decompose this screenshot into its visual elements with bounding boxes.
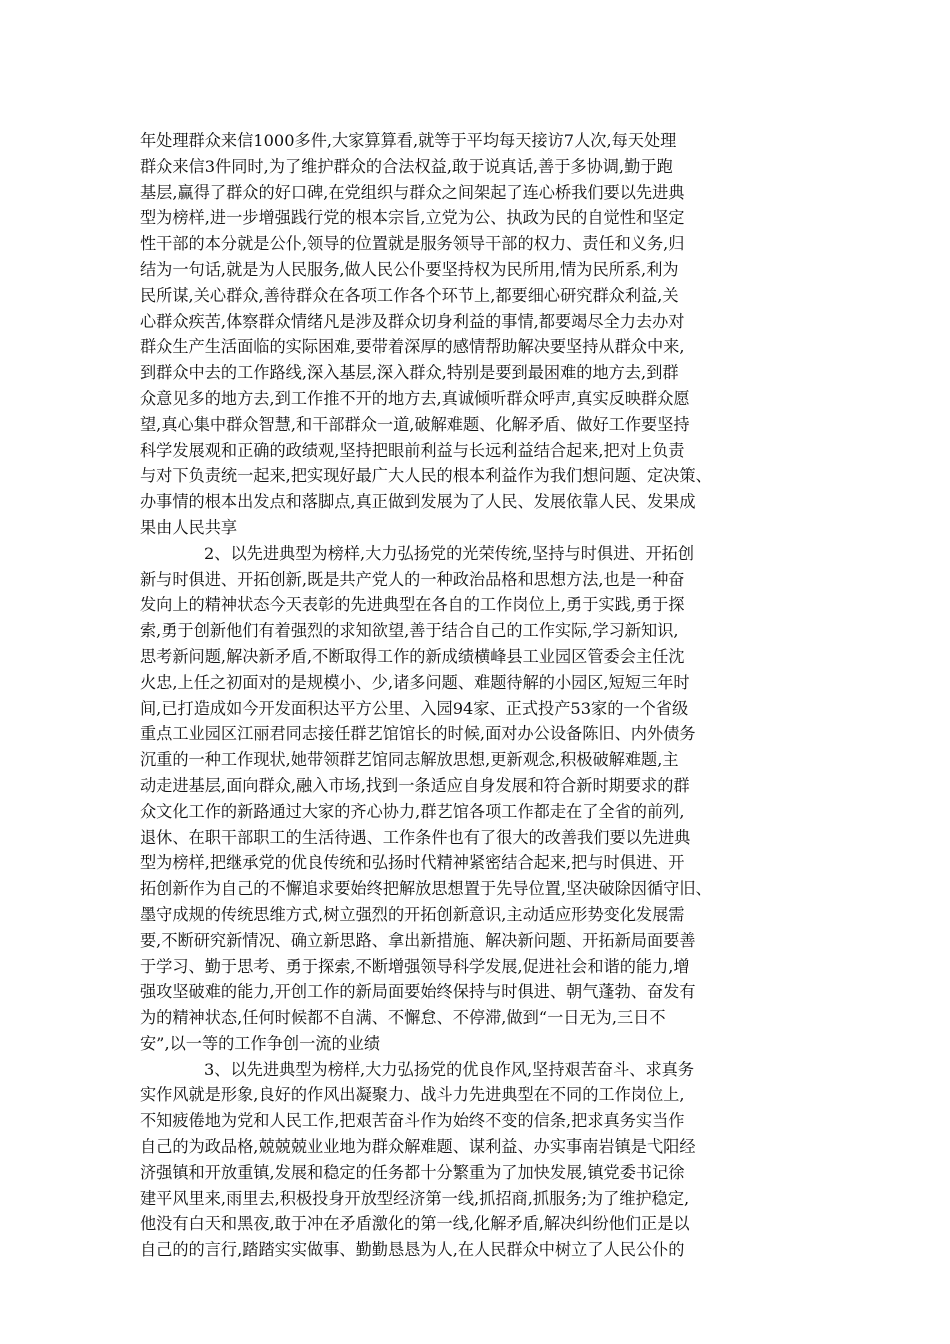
text-line: 果由人民共享 xyxy=(140,517,238,537)
text-line: 实作风就是形象,良好的作风出凝聚力、战斗力先进典型在不同的工作岗位上, xyxy=(140,1085,685,1105)
text-line: 结为一句话,就是为人民服务,做人民公仆要坚持权为民所用,情为民所系,利为 xyxy=(140,259,679,279)
text-line: 为的精神状态,任何时候都不自满、不懈怠、不停滞,做到“一日无为,三日不 xyxy=(140,1008,666,1028)
text-line: 沉重的一种工作现状,她带领群艺馆同志解放思想,更新观念,积极破解难题,主 xyxy=(140,750,679,770)
text-line: 自己的为政品格,兢兢兢业业地为群众解难题、谋利益、办实事南岩镇是弋阳经 xyxy=(140,1137,696,1157)
text-line: 不知疲倦地为党和人民工作,把艰苦奋斗作为始终不变的信条,把求真务实当作 xyxy=(140,1111,685,1131)
text-line: 众文化工作的新路通过大家的齐心协力,群艺馆各项工作都走在了全省的前列, xyxy=(140,801,685,821)
text-line: 发向上的精神状态今天表彰的先进典型在各自的工作岗位上,勇于实践,勇于探 xyxy=(140,595,685,615)
text-line: 群众生产生活面临的实际困难,要带着深厚的感情帮助解决要坚持从群众中来, xyxy=(140,337,685,357)
text-line: 重点工业园区江丽君同志接任群艺馆馆长的时候,面对办公设备陈旧、内外债务 xyxy=(140,724,696,744)
text-line: 强攻坚破难的能力,开创工作的新局面要始终保持与时俱进、朝气蓬勃、奋发有 xyxy=(140,982,696,1002)
document-body xyxy=(140,128,830,1263)
text-line: 间,已打造成如今开发面积达平方公里、入园94家、正式投产53家的一个省级 xyxy=(140,698,689,718)
text-line: 科学发展观和正确的政绩观,坚持把眼前利益与长远利益结合起来,把对上负责 xyxy=(140,440,685,460)
text-line: 自己的的言行,踏踏实实做事、勤勤恳恳为人,在人民群众中树立了人民公仆的 xyxy=(140,1240,685,1260)
text-line: 型为榜样,把继承党的优良传统和弘扬时代精神紧密结合起来,把与时俱进、开 xyxy=(140,853,685,873)
text-line: 于学习、勤于思考、勇于探索,不断增强领导科学发展,促进社会和谐的能力,增 xyxy=(140,956,690,976)
text-line: 安”,以一等的工作争创一流的业绩 xyxy=(140,1033,381,1053)
text-line: 群众来信3件同时,为了维护群众的合法权益,敢于说真话,善于多协调,勤于跑 xyxy=(140,156,673,176)
paragraph-start-line: 3、以先进典型为榜样,大力弘扬党的优良作风,坚持艰苦奋斗、求真务 xyxy=(204,1059,695,1079)
text-line: 要,不断研究新情况、确立新思路、拿出新措施、解决新问题、开拓新局面要善 xyxy=(140,930,696,950)
text-line: 基层,赢得了群众的好口碑,在党组织与群众之间架起了连心桥我们要以先进典 xyxy=(140,182,685,202)
text-line: 思考新问题,解决新矛盾,不断取得工作的新成绩横峰县工业园区管委会主任沈 xyxy=(140,646,685,666)
text-line: 拓创新作为自己的不懈追求要始终把解放思想置于先导位置,坚决破除因循守旧、 xyxy=(140,879,712,899)
text-line: 性干部的本分就是公仆,领导的位置就是服务领导干部的权力、责任和义务,归 xyxy=(140,234,685,254)
text-line: 墨守成规的传统思维方式,树立强烈的开拓创新意识,主动适应形势变化发展需 xyxy=(140,904,685,924)
text-line: 望,真心集中群众智慧,和干部群众一道,破解难题、化解矛盾、做好工作要坚持 xyxy=(140,414,690,434)
text-line: 索,勇于创新他们有着强烈的求知欲望,善于结合自己的工作实际,学习新知识, xyxy=(140,621,679,641)
text-line: 民所谋,关心群众,善待群众在各项工作各个环节上,都要细心研究群众利益,关 xyxy=(140,285,679,305)
text-line: 年处理群众来信1000多件,大家算算看,就等于平均每天接访7人次,每天处理 xyxy=(140,131,677,150)
text-line: 退休、在职干部职工的生活待遇、工作条件也有了很大的改善我们要以先进典 xyxy=(140,827,691,847)
text-line: 他没有白天和黑夜,敢于冲在矛盾激化的第一线,化解矛盾,解决纠纷他们正是以 xyxy=(140,1214,690,1234)
text-line: 火忠,上任之初面对的是规模小、少,诸多问题、难题待解的小园区,短短三年时 xyxy=(140,672,690,692)
text-line: 济强镇和开放重镇,发展和稳定的任务都十分繁重为了加快发展,镇党委书记徐 xyxy=(140,1162,685,1182)
text-line: 型为榜样,进一步增强践行党的根本宗旨,立党为公、执政为民的自觉性和坚定 xyxy=(140,208,685,228)
text-line: 众意见多的地方去,到工作推不开的地方去,真诚倾听群众呼声,真实反映群众愿 xyxy=(140,388,690,408)
text-line: 建平风里来,雨里去,积极投身开放型经济第一线,抓招商,抓服务;为了维护稳定, xyxy=(140,1188,690,1208)
text-line: 心群众疾苦,体察群众情绪凡是涉及群众切身利益的事情,都要竭尽全力去办对 xyxy=(140,311,685,331)
text-line: 动走进基层,面向群众,融入市场,找到一条适应自身发展和符合新时期要求的群 xyxy=(140,775,690,795)
text-line: 办事情的根本出发点和落脚点,真正做到发展为了人民、发展依靠人民、发果成 xyxy=(140,492,696,512)
text-line: 新与时俱进、开拓创新,既是共产党人的一种政治品格和思想方法,也是一种奋 xyxy=(140,569,685,589)
text-line: 到群众中去的工作路线,深入基层,深入群众,特别是要到最困难的地方去,到群 xyxy=(140,363,679,383)
paragraph-start-line: 2、以先进典型为榜样,大力弘扬党的光荣传统,坚持与时俱进、开拓创 xyxy=(204,543,695,563)
text-line: 与对下负责统一起来,把实现好最广大人民的根本利益作为我们想问题、定决策、 xyxy=(140,466,712,486)
